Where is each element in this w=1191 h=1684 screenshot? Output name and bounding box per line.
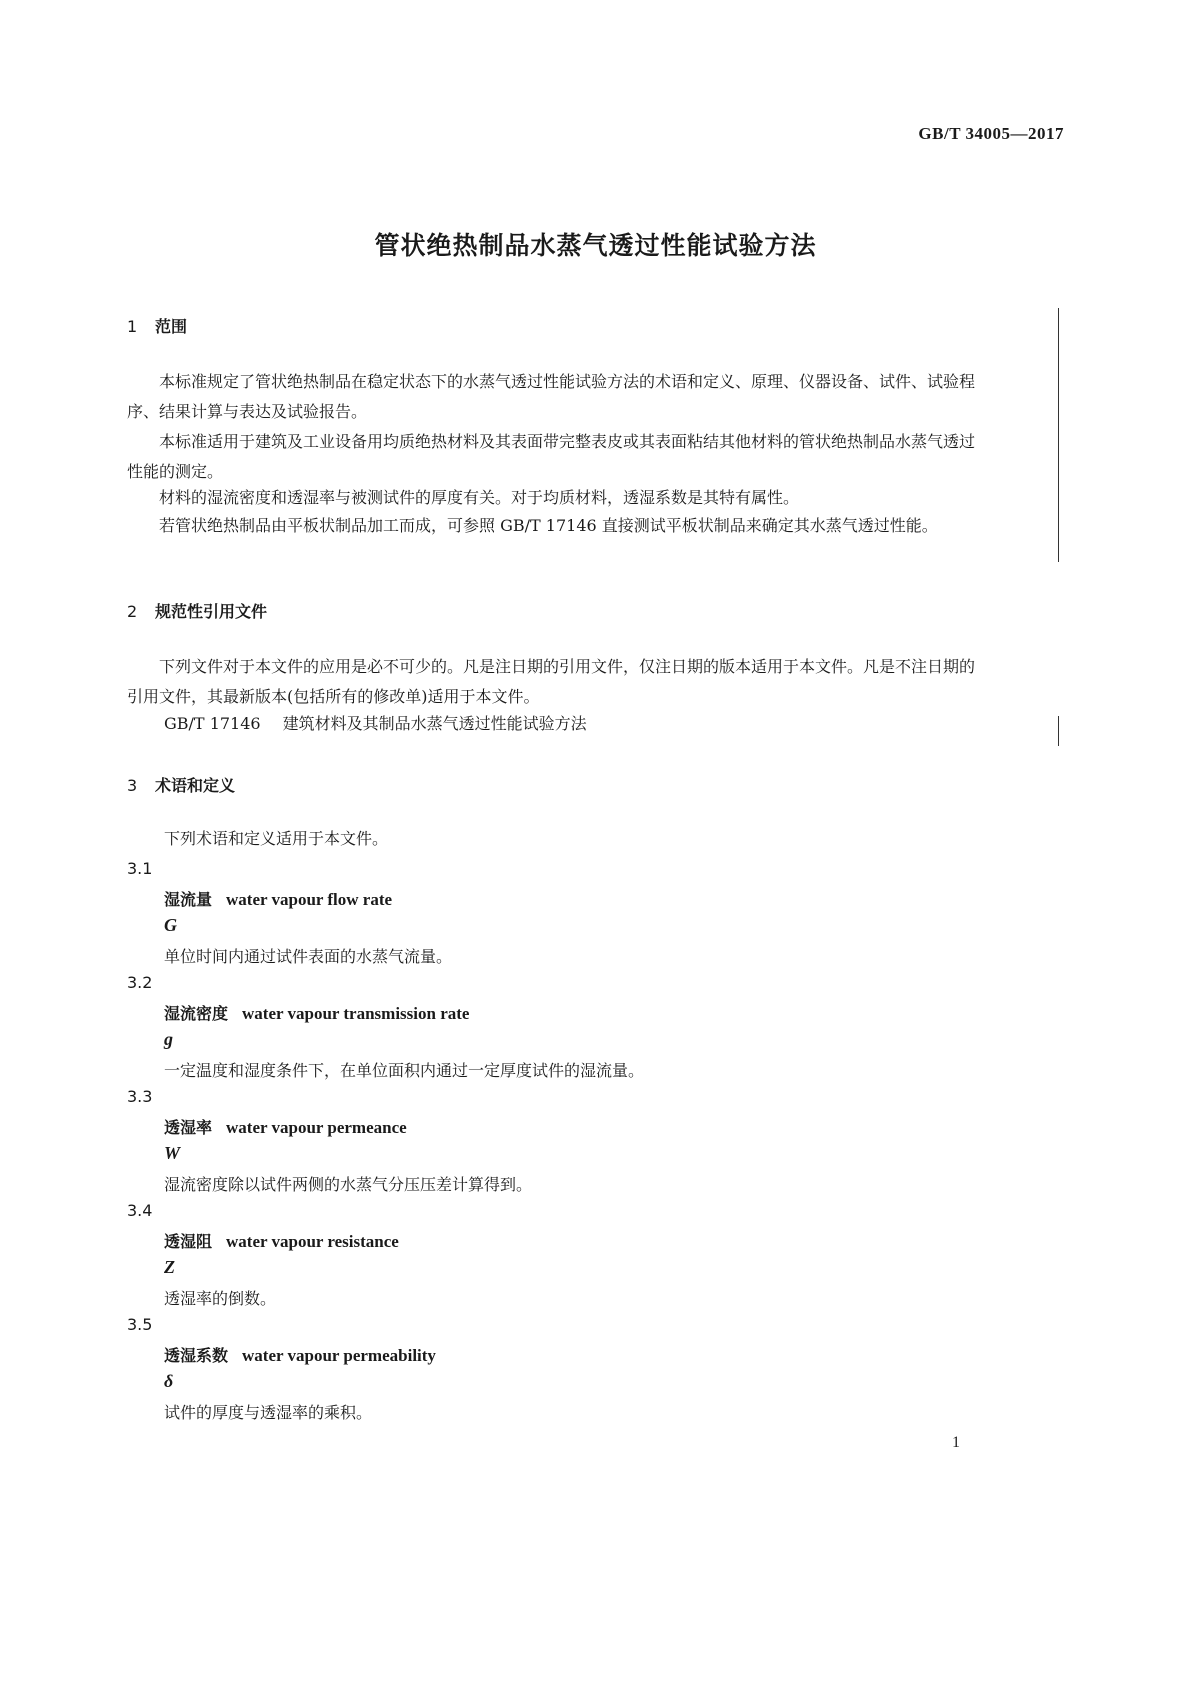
reference-entry bbox=[164, 709, 587, 739]
scope-paragraph-3: 材料的湿流密度和透湿率与被测试件的厚度有关。对于均质材料，透湿系数是其特有属性。 bbox=[159, 488, 800, 507]
clause-number: 3.2 bbox=[127, 973, 153, 992]
term-definition: 湿流密度除以试件两侧的水蒸气分压压差计算得到。 bbox=[164, 1175, 533, 1194]
clause-number: 3.3 bbox=[127, 1087, 153, 1106]
section-number: 1 bbox=[127, 317, 138, 336]
section-title: 范围 bbox=[155, 317, 188, 336]
page-number: 1 bbox=[952, 1434, 960, 1451]
term-definition: 一定温度和湿度条件下，在单位面积内通过一定厚度试件的湿流量。 bbox=[164, 1061, 645, 1080]
terms-intro: 下列术语和定义适用于本文件。 bbox=[164, 829, 389, 848]
section-number: 2 bbox=[127, 602, 138, 621]
section-title: 规范性引用文件 bbox=[155, 602, 268, 621]
scope-paragraph-1: 本标准规定了管状绝热制品在稳定状态下的水蒸气透过性能试验方法的术语和定义、原理、仪器设备、试件、试验程序、结果计算与表达及试验报告。 bbox=[127, 372, 976, 421]
clause-number: 3.5 bbox=[127, 1315, 153, 1334]
section-2-heading bbox=[127, 599, 267, 622]
term-definition: 透湿率的倒数。 bbox=[164, 1289, 277, 1308]
section-1-heading bbox=[127, 314, 187, 337]
term-symbol: Z bbox=[164, 1257, 175, 1277]
reference-title: 建筑材料及其制品水蒸气透过性能试验方法 bbox=[282, 714, 587, 733]
term-entry bbox=[164, 1343, 436, 1366]
term-english: water vapour transmission rate bbox=[242, 1004, 470, 1023]
section-number: 3 bbox=[127, 776, 138, 795]
references-paragraph: 下列文件对于本文件的应用是必不可少的。凡是注日期的引用文件，仅注日期的版本适用于本文件。凡是不注日期的引用文件，其最新版本(包括所有的修改单)适用于本文件。 bbox=[127, 657, 976, 706]
term-entry bbox=[164, 1001, 469, 1024]
term-english: water vapour permeance bbox=[226, 1118, 407, 1137]
term-symbol: g bbox=[164, 1029, 173, 1049]
term-symbol: W bbox=[164, 1143, 181, 1163]
section-title: 术语和定义 bbox=[155, 776, 236, 795]
term-english: water vapour resistance bbox=[226, 1232, 399, 1251]
standard-number: GB/T 34005—2017 bbox=[918, 124, 1064, 143]
term-chinese: 透湿阻 bbox=[164, 1232, 213, 1251]
document-title: 管状绝热制品水蒸气透过性能试验方法 bbox=[374, 231, 817, 260]
scope-paragraph-2: 本标准适用于建筑及工业设备用均质绝热材料及其表面带完整表皮或其表面粘结其他材料的管状绝热制品水蒸气透过性能的测定。 bbox=[127, 432, 976, 481]
term-english: water vapour permeability bbox=[242, 1346, 436, 1365]
section-3-heading bbox=[127, 773, 235, 796]
term-chinese: 透湿系数 bbox=[164, 1346, 229, 1365]
term-chinese: 透湿率 bbox=[164, 1118, 213, 1137]
reference-code: GB/T 17146 bbox=[164, 714, 261, 733]
term-english: water vapour flow rate bbox=[226, 890, 393, 909]
term-definition: 单位时间内通过试件表面的水蒸气流量。 bbox=[164, 947, 453, 966]
term-entry bbox=[164, 1229, 399, 1252]
term-entry bbox=[164, 1115, 407, 1138]
clause-number: 3.4 bbox=[127, 1201, 153, 1220]
clause-number: 3.1 bbox=[127, 859, 153, 878]
term-entry bbox=[164, 887, 392, 910]
term-chinese: 湿流密度 bbox=[164, 1004, 229, 1023]
change-bar bbox=[1058, 716, 1059, 746]
scope-paragraph-4: 若管状绝热制品由平板状制品加工而成，可参照 GB/T 17146 直接测试平板状制品来确定其水蒸气透过性能。 bbox=[159, 516, 938, 535]
term-symbol: δ bbox=[164, 1371, 174, 1391]
term-chinese: 湿流量 bbox=[164, 890, 213, 909]
change-bar bbox=[1058, 308, 1059, 562]
term-definition: 试件的厚度与透湿率的乘积。 bbox=[164, 1403, 373, 1422]
term-symbol: G bbox=[164, 915, 177, 935]
